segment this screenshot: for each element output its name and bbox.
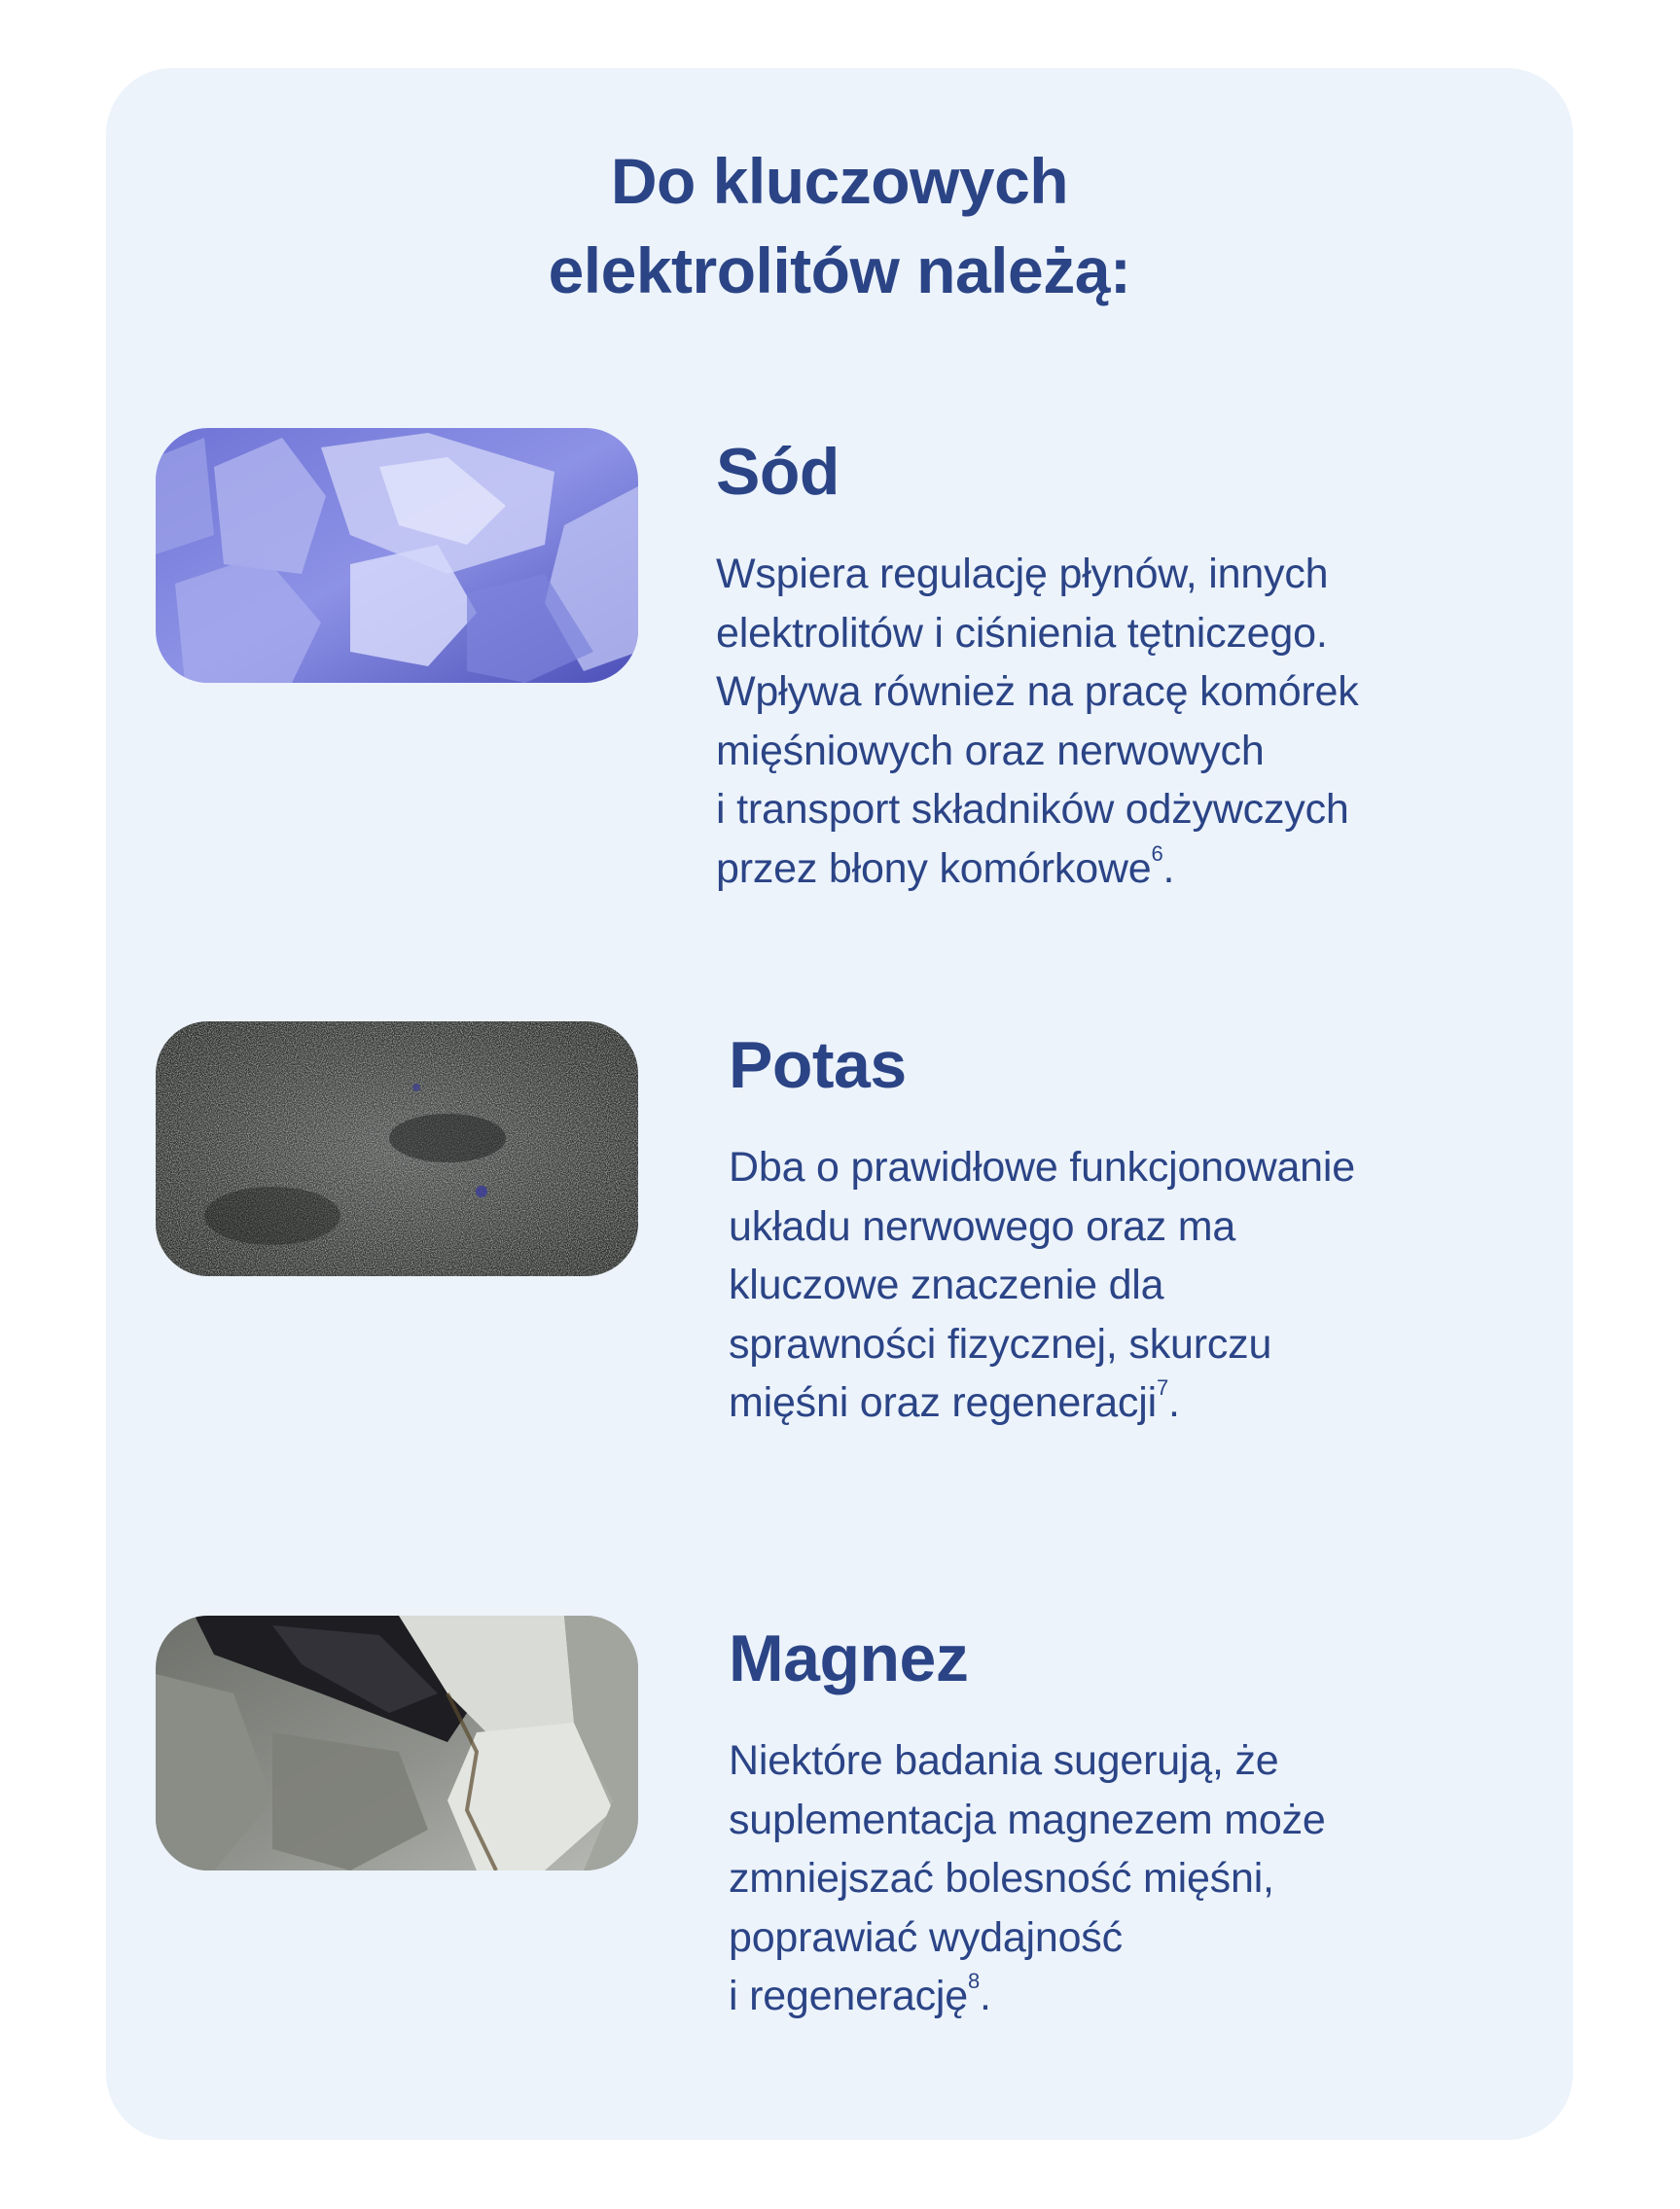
desc-text: i regenerację [729,1973,968,2019]
desc-line: Wpływa również na pracę komórek [716,668,1359,715]
title-line-1: Do kluczowych [610,145,1069,217]
sodium-crystals-image [156,428,638,683]
item-description-sodium [716,545,1359,898]
desc-line: elektrolitów i ciśnienia tętniczego. [716,609,1328,657]
info-card [106,68,1573,2140]
desc-line: układu nerwowego oraz ma [729,1202,1236,1250]
footnote-ref: 8 [968,1969,981,1993]
item-heading-sodium: Sód [716,435,840,509]
magnesium-mineral-image [156,1616,638,1871]
desc-line: Dba o prawidłowe funkcjonowanie [729,1144,1355,1191]
item-description-magnesium [729,1731,1326,2026]
footnote-ref: 6 [1151,840,1163,866]
desc-line: Wspiera regulację płynów, innych [716,551,1329,597]
desc-line: Niektóre badania sugerują, że [729,1737,1279,1784]
desc-text: mięśni oraz regeneracji [729,1379,1157,1426]
desc-line-last [729,1373,1355,1433]
footnote-ref: 7 [1156,1375,1168,1400]
desc-line-last [729,1967,1326,2026]
desc-line: poprawiać wydajność [729,1913,1123,1961]
item-heading-potassium: Potas [729,1028,907,1102]
desc-end: . [1162,844,1175,892]
title-line-2: elektrolitów należą: [548,234,1131,306]
item-heading-magnesium: Magnez [729,1621,969,1695]
item-description-potassium [729,1138,1355,1433]
desc-line: zmniejszać bolesność mięśni, [729,1855,1274,1902]
desc-line-last [716,839,1359,899]
desc-text: przez błony komórkowe [716,844,1152,892]
potassium-mineral-image [156,1021,638,1276]
desc-line: suplementacja magnezem może [729,1796,1326,1843]
desc-line: kluczowe znaczenie dla [729,1262,1164,1308]
desc-line: sprawności fizycznej, skurczu [729,1320,1272,1368]
desc-line: mięśniowych oraz nerwowych [716,727,1265,774]
desc-line: i transport składników odżywczych [716,786,1349,833]
desc-end: . [980,1973,991,2019]
desc-end: . [1167,1379,1180,1426]
page-title [106,136,1573,315]
